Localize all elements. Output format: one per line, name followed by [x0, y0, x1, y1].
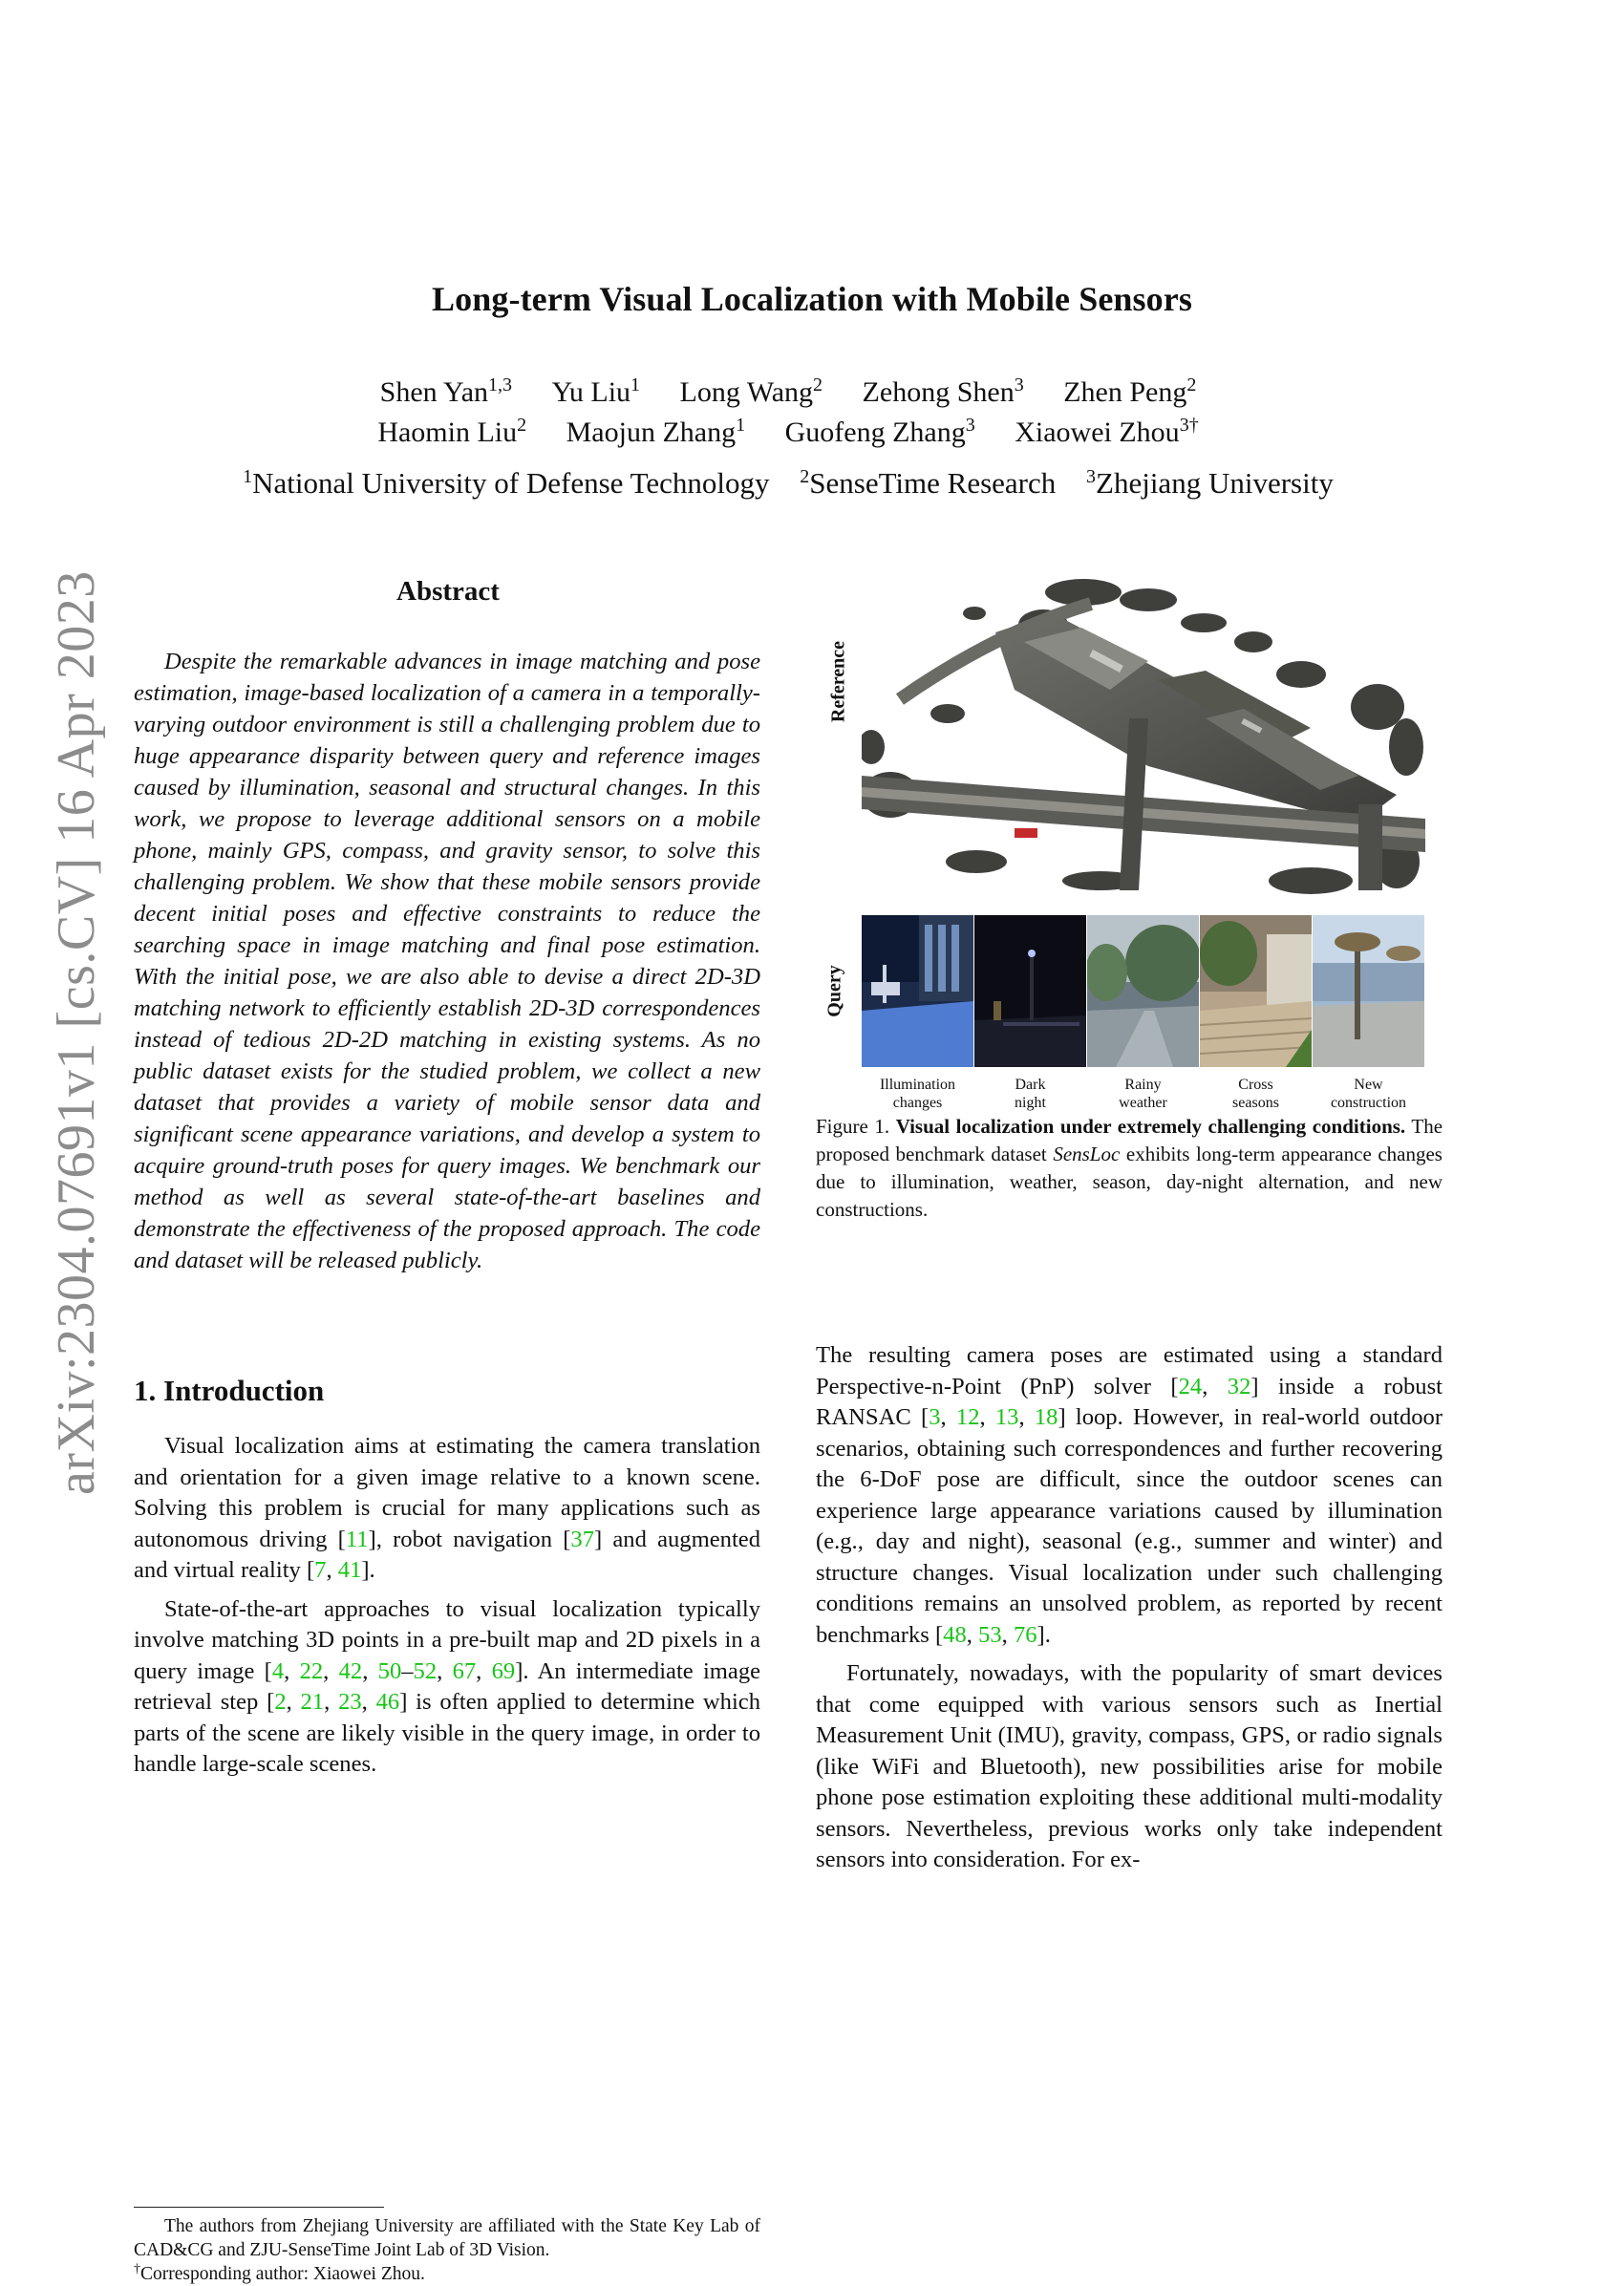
affiliation: $^2$SenseTime Research — [800, 466, 1057, 500]
paragraph: The resulting camera poses are estimated using a standard Perspective-n-Point (PnP) solver [24, 32] inside a robust RANSAC [3, 12, 13, 18] loop. However, in real-world outdoor scenarios, obtaining such correspondences and further recovering the 6-DoF pose are difficult, since the outdoor scenes can experience large appearance variations caused by illumination (e.g., day and night), seasonal (e.g., summer and winter) and structure changes. Visual localization under such challenging conditions remains an unsolved problem, as reported by recent benchmarks [48, 53, 76]. — [816, 1342, 1443, 1648]
query-photo-cross-seasons — [1200, 915, 1312, 1067]
section-heading-introduction: 1. Introduction — [134, 1374, 325, 1407]
paragraph: Fortunately, nowadays, with the popularity of smart devices that come equipped with various sensors such as Inertial Measurement Unit (IMU), gravity, compass, GPS, or radio signals (like WiFi and Bluetooth), new possibilities arise for mobile phone pose estimation exploiting these additional multi-modality sensors. Nevertheless, previous works only take independent sensors into consideration. For ex- — [816, 1660, 1442, 1872]
affiliations — [0, 466, 1576, 501]
query-photo-new-construction — [1313, 915, 1424, 1067]
citation-link[interactable]: 18 — [1034, 1404, 1058, 1430]
citation-link[interactable]: 24 — [1178, 1373, 1203, 1399]
photo-caption: New construction — [1330, 1077, 1407, 1111]
affiliation: $^3$Zhejiang University — [1086, 466, 1334, 500]
footnote-corresponding: †Corresponding author: Xiaowei Zhou. — [134, 2262, 425, 2284]
footnote-affiliation: The authors from Zhejiang University are affiliated with the State Key Lab of CAD&CG and ZJU-SenseTime Joint Lab of 3D Vision. — [134, 2216, 760, 2260]
figure-1-caption: Figure 1. Visual localization under extremely challenging conditions. The proposed benchmark dataset SensLoc exhibits long-term appearance changes due to illumination, weather, season, day-night alternation, and new constructions. — [816, 1115, 1443, 1221]
citation-link[interactable]: 32 — [1227, 1373, 1251, 1399]
footnote — [134, 2214, 760, 2286]
paper-title: Long-term Visual Localization with Mobile Sensors — [432, 280, 1192, 318]
author: Xiaowei Zhou$^{3\dagger}$ — [1015, 415, 1199, 448]
citation-link[interactable]: 7 — [314, 1557, 327, 1583]
authors-line-2 — [0, 417, 1576, 449]
photo-caption: Illumination changes — [879, 1077, 956, 1111]
intro-left-column — [134, 1431, 760, 1788]
intro-right-column — [816, 1340, 1442, 1884]
citation-link[interactable]: 13 — [994, 1404, 1019, 1430]
citation-link[interactable]: 4 — [271, 1657, 285, 1684]
paragraph: Visual localization aims at estimating the camera translation and orientation for a given image relative to a known scene. Solving this problem is crucial for many applications such as autonomous driving [11], robot navigation [37] and augmented and virtual reality [7, 41]. — [134, 1433, 760, 1583]
author: Yu Liu$^1$ — [551, 374, 641, 408]
author: Haomin Liu$^2$ — [377, 415, 527, 448]
abstract-heading: Abstract — [396, 576, 500, 607]
authors-line-1 — [0, 376, 1576, 409]
arxiv-identifier: arXiv:2304.07691v1 [cs.CV] 16 Apr 2023 — [47, 570, 106, 1495]
citation-link[interactable]: 2 — [274, 1689, 287, 1715]
query-photo-dark-night — [974, 915, 1086, 1067]
citation-link[interactable]: 23 — [338, 1689, 362, 1715]
figure-1 — [818, 575, 1448, 1110]
photo-caption: Rainy weather — [1119, 1077, 1167, 1111]
citation-link[interactable]: 3 — [929, 1404, 941, 1430]
citation-link[interactable]: 37 — [570, 1526, 594, 1552]
citation-link[interactable]: 22 — [299, 1657, 324, 1684]
paragraph: State-of-the-art approaches to visual localization typically involve matching 3D points in a pre-built map and 2D pixels in a query image [4, 22, 42, 50–52, 67, 69]. An intermediate image retrieval step [2, 21, 23, 46] is often applied to determine which parts of the scene are likely visible in the query image, in order to handle large-scale scenes. — [134, 1595, 761, 1777]
author: Long Wang$^2$ — [679, 374, 823, 408]
citation-link[interactable]: 69 — [491, 1657, 516, 1684]
citation-link[interactable]: 46 — [375, 1689, 400, 1715]
citation-link[interactable]: 67 — [452, 1657, 477, 1684]
query-photo-illumination — [862, 915, 973, 1067]
author: Maojun Zhang$^1$ — [566, 415, 746, 448]
citation-link[interactable]: 41 — [337, 1557, 362, 1583]
citation-link[interactable]: 52 — [413, 1657, 438, 1684]
photo-caption: Cross seasons — [1232, 1077, 1279, 1111]
footnote-rule — [134, 2207, 384, 2208]
citation-link[interactable]: 48 — [943, 1621, 967, 1648]
author: Zhen Peng$^2$ — [1063, 374, 1197, 408]
query-photo-rainy-weather — [1087, 915, 1199, 1067]
citation-link[interactable]: 76 — [1013, 1621, 1037, 1648]
citation-link[interactable]: 42 — [338, 1657, 363, 1684]
query-label: Query — [823, 965, 845, 1017]
author: Guofeng Zhang$^3$ — [784, 415, 975, 448]
author: Shen Yan$^{1,3}$ — [379, 374, 513, 408]
author: Zehong Shen$^3$ — [862, 374, 1024, 408]
affiliation: $^1$National University of Defense Technology — [243, 466, 770, 500]
citation-link[interactable]: 11 — [345, 1526, 369, 1552]
photo-caption: Dark night — [1015, 1077, 1046, 1111]
abstract-text: Despite the remarkable advances in image matching and pose estimation, image-based localization of a camera in a temporally-varying outdoor environment is still a challenging problem due to huge appearance disparity between query and reference images caused by illumination, seasonal and structural changes. In this work, we propose to leverage additional sensors on a mobile phone, mainly GPS, compass, and gravity sensor, to solve this challenging problem. We show that these mobile sensors provide decent initial poses and effective constraints to reduce the searching space in image matching and final pose estimation. With the initial pose, we are also able to devise a direct 2D-3D matching network to efficiently establish 2D-3D correspondences instead of tedious 2D-2D matching in existing systems. As no public dataset exists for the studied problem, we collect a new dataset that provides a variety of mobile sensor data and significant scene appearance variations, and develop a system to acquire ground-truth poses for query images. We benchmark our method as well as several state-of-the-art baselines and demonstrate the effectiveness of the proposed approach. The code and dataset will be released publicly. — [134, 649, 760, 1273]
citation-link[interactable]: 50 — [377, 1657, 402, 1684]
citation-link[interactable]: 12 — [955, 1404, 980, 1430]
citation-link[interactable]: 21 — [300, 1689, 325, 1715]
reference-3d-map-image — [862, 575, 1425, 909]
citation-link[interactable]: 53 — [978, 1621, 1002, 1648]
reference-label: Reference — [827, 640, 849, 723]
